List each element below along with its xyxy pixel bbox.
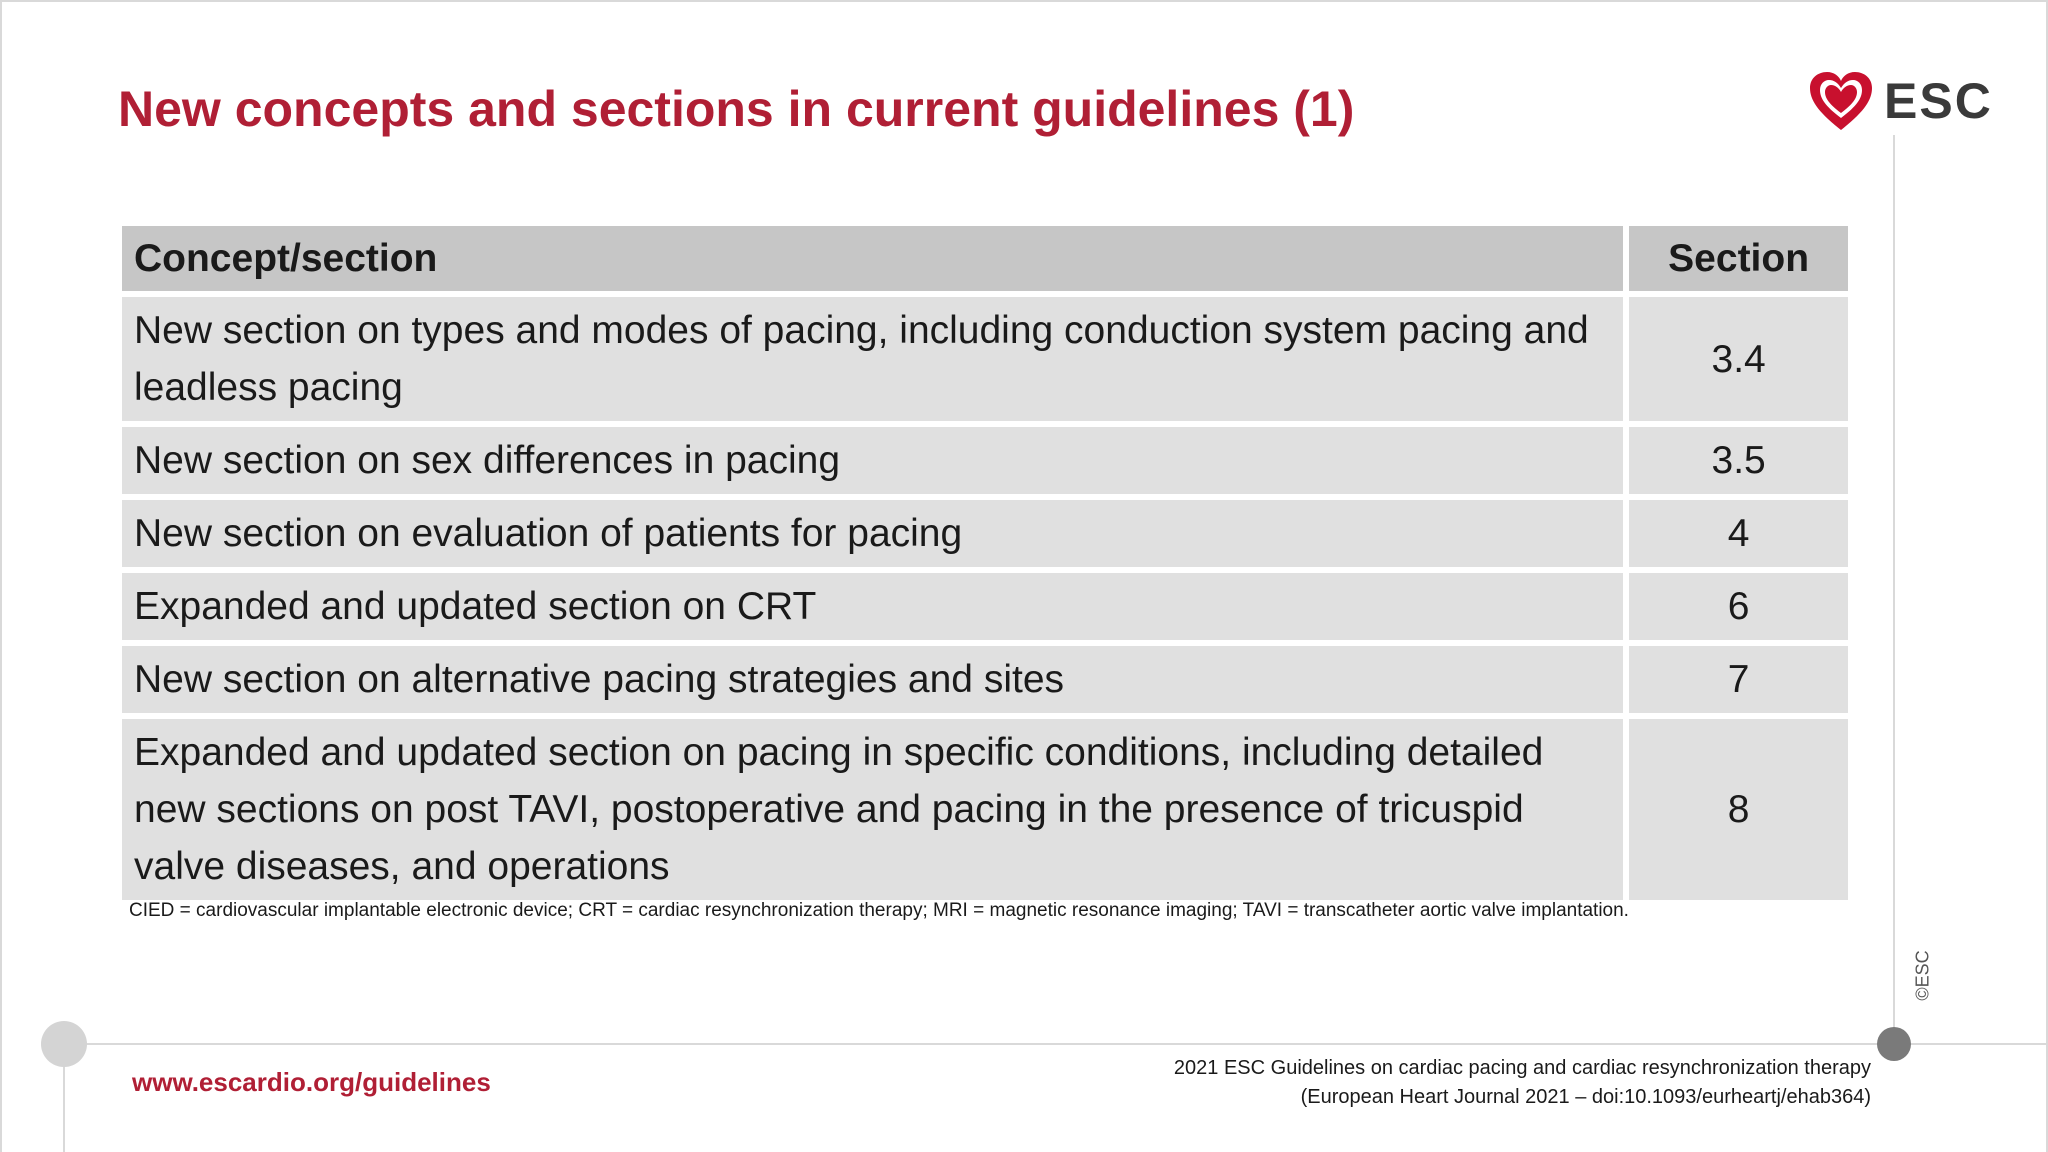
slide-title: New concepts and sections in current guidelines (1) bbox=[118, 81, 1355, 137]
decorative-dot-left bbox=[41, 1021, 87, 1067]
esc-logo bbox=[1808, 70, 1993, 132]
row-concept: New section on sex differences in pacing bbox=[122, 427, 1623, 494]
decorative-line-bottom bbox=[64, 1043, 2048, 1045]
decorative-dot-right bbox=[1877, 1027, 1911, 1061]
row-concept: New section on types and modes of pacing, including conduction system pacing and leadless pacing bbox=[122, 297, 1623, 421]
copyright-mark bbox=[1908, 945, 1938, 1005]
abbreviations-footnote: CIED = cardiovascular implantable electronic device; CRT = cardiac resynchronization therapy; MRI = magnetic resonance imaging; TAVI = transcatheter aortic valve implantation. bbox=[129, 900, 1629, 921]
slide-border-top bbox=[0, 0, 2048, 2]
table-header-row bbox=[122, 226, 1848, 291]
row-section: 3.4 bbox=[1629, 297, 1848, 421]
copyright-text: ©ESC bbox=[1912, 949, 1933, 1001]
slide-border-left bbox=[0, 0, 2, 1152]
row-concept: Expanded and updated section on pacing in specific conditions, including detailed new sections on post TAVI, postoperative and pacing in the presence of tricuspid valve diseases, and operations bbox=[122, 719, 1623, 900]
table-row bbox=[122, 719, 1848, 900]
row-concept: New section on evaluation of patients for pacing bbox=[122, 500, 1623, 567]
citation-line-2: (European Heart Journal 2021 – doi:10.1093/eurheartj/ehab364) bbox=[1300, 1086, 1871, 1108]
table-row bbox=[122, 297, 1848, 421]
row-concept: New section on alternative pacing strategies and sites bbox=[122, 646, 1623, 713]
row-section: 6 bbox=[1629, 573, 1848, 640]
row-section: 4 bbox=[1629, 500, 1848, 567]
citation bbox=[1174, 1054, 1871, 1112]
guidelines-link[interactable]: www.escardio.org/guidelines bbox=[132, 1067, 491, 1097]
table-row bbox=[122, 573, 1848, 640]
decorative-line-right bbox=[1893, 135, 1895, 1043]
citation-line-1: 2021 ESC Guidelines on cardiac pacing and cardiac resynchronization therapy bbox=[1173, 1057, 1871, 1079]
heart-logo-icon bbox=[1808, 70, 1874, 132]
row-concept: Expanded and updated section on CRT bbox=[122, 573, 1623, 640]
header-concept: Concept/section bbox=[122, 226, 1623, 291]
table-row bbox=[122, 500, 1848, 567]
esc-logo-text: ESC bbox=[1884, 73, 1993, 129]
header-section: Section bbox=[1629, 226, 1848, 291]
row-section: 7 bbox=[1629, 646, 1848, 713]
concepts-table bbox=[116, 220, 1854, 906]
table-row bbox=[122, 646, 1848, 713]
row-section: 8 bbox=[1629, 719, 1848, 900]
table-row bbox=[122, 427, 1848, 494]
row-section: 3.5 bbox=[1629, 427, 1848, 494]
